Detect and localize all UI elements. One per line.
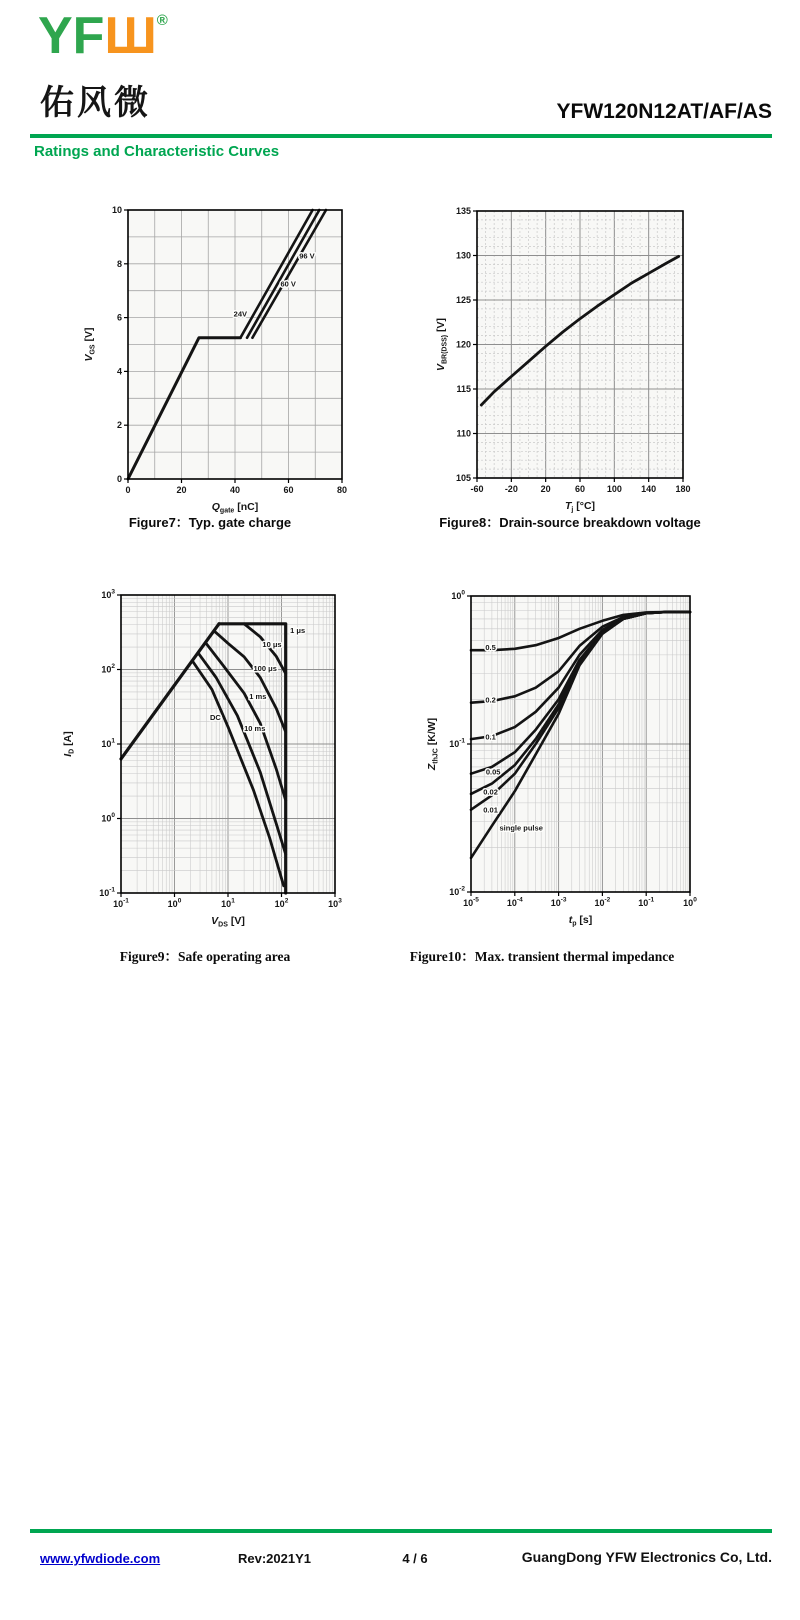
svg-text:102: $10^2$: [274, 897, 289, 909]
svg-text:96 V: 96 V: [299, 251, 315, 261]
footer-divider: [30, 1529, 772, 1533]
company-logo-chinese: 佑风微: [40, 83, 151, 123]
svg-text:10-5: $10^{-5}$: [463, 896, 479, 908]
company-name: GuangDong YFW Electronics Co, Ltd.: [521, 1549, 772, 1565]
svg-text:0: 0: [116, 474, 122, 484]
header-divider: [30, 134, 772, 138]
svg-text:125: 125: [455, 295, 471, 305]
svg-text:80: 80: [336, 485, 348, 495]
logo-w-mark: Ш: [104, 7, 157, 65]
svg-text:100: 100: [606, 484, 622, 494]
section-title: Ratings and Characteristic Curves: [34, 143, 280, 160]
svg-text:60: 60: [283, 485, 294, 495]
svg-text:0: 0: [125, 485, 131, 495]
svg-text:10-2: $10^{-2}$: [449, 885, 465, 897]
svg-text:100 μs: 100 μs: [253, 664, 277, 674]
svg-text:105: 105: [455, 473, 471, 483]
website-link[interactable]: www.yfwdiode.com: [40, 1551, 161, 1566]
svg-text:4: 4: [116, 366, 122, 377]
svg-text:20: 20: [540, 484, 551, 494]
svg-text:VBR(DSS) [V]: $V_{BR(DSS)}$ [V]: [435, 317, 449, 372]
svg-text:0.1: 0.1: [485, 732, 496, 742]
svg-text:103: $10^3$: [101, 588, 115, 600]
svg-text:120: 120: [455, 339, 471, 350]
revision-label: Rev:2021Y1: [238, 1551, 311, 1566]
svg-text:140: 140: [641, 484, 657, 494]
svg-text:60 V: 60 V: [280, 279, 296, 289]
svg-text:100: $10^0$: [451, 589, 465, 601]
thermal-impedance-chart: [405, 580, 705, 942]
svg-text:-20: -20: [504, 484, 518, 494]
svg-text:180: 180: [675, 484, 691, 494]
svg-text:6: 6: [116, 312, 122, 323]
svg-text:101: $10^1$: [101, 737, 115, 749]
svg-text:DC: DC: [209, 712, 221, 722]
svg-text:100: $10^0$: [683, 896, 697, 908]
svg-text:ZthJC [K/W]: $Z_{thJC}$ [K/W]: [426, 717, 440, 771]
svg-text:10-2: $10^{-2}$: [594, 896, 611, 908]
svg-text:102: $10^2$: [101, 663, 115, 675]
figure8-caption: Figure8：Drain-source breakdown voltage: [439, 515, 701, 530]
svg-text:10 ms: 10 ms: [244, 723, 266, 733]
figure7-caption: Figure7：Typ. gate charge: [128, 515, 292, 530]
svg-text:0.01: 0.01: [483, 805, 498, 815]
svg-text:20: 20: [176, 485, 187, 495]
svg-text:10-1: $10^{-1}$: [113, 897, 129, 909]
svg-text:0.05: 0.05: [485, 767, 501, 777]
svg-text:10-3: $10^{-3}$: [550, 896, 567, 908]
svg-text:10-1: $10^{-1}$: [449, 737, 465, 749]
safe-operating-area-chart: [55, 580, 355, 942]
svg-text:ID [A]: $I_D$ [A]: [62, 731, 76, 757]
svg-text:1 μs: 1 μs: [290, 625, 306, 635]
figure9-caption: Figure9：Safe operating area: [119, 949, 291, 964]
svg-text:130: 130: [455, 250, 471, 261]
svg-text:101: $10^1$: [221, 897, 235, 909]
svg-text:single pulse: single pulse: [499, 823, 543, 833]
svg-text:60: 60: [574, 484, 586, 494]
figure10-caption: Figure10：Max. transient thermal impedance: [409, 949, 675, 964]
svg-text:100: $10^0$: [101, 812, 115, 824]
company-logo: [38, 7, 168, 65]
svg-text:tp [s]: $t_p$ [s]: [568, 914, 593, 928]
part-number: YFW120N12AT/AF/AS: [556, 100, 772, 123]
svg-text:10-1: $10^{-1}$: [638, 896, 655, 908]
svg-text:0.02: 0.02: [483, 787, 498, 797]
gate-charge-chart: [60, 195, 360, 515]
svg-text:103: $10^3$: [328, 897, 342, 909]
svg-text:0.2: 0.2: [485, 695, 496, 705]
svg-text:10: 10: [111, 205, 122, 215]
registered-trademark-symbol: ®: [156, 12, 168, 29]
svg-text:VDS [V]: $V_{DS}$ [V]: [211, 915, 245, 929]
svg-text:10-4: $10^{-4}$: [506, 896, 523, 908]
svg-text:24V: 24V: [233, 309, 248, 319]
svg-text:2: 2: [116, 420, 122, 431]
svg-text:VGS [V]: $V_{GS}$ [V]: [83, 327, 97, 362]
svg-text:Qgate [nC]: $Q_{gate}$ [nC]: [211, 501, 259, 515]
svg-text:40: 40: [229, 485, 241, 495]
svg-text:10-1: $10^{-1}$: [99, 886, 115, 898]
svg-text:10 μs: 10 μs: [262, 640, 282, 650]
svg-text:-60: -60: [470, 484, 484, 494]
page-number: 4 / 6: [402, 1551, 428, 1566]
breakdown-voltage-chart: [420, 195, 720, 514]
svg-text:135: 135: [455, 206, 471, 216]
svg-text:Tj [°C]: $T_j$ [°C]: [564, 500, 596, 514]
svg-text:1 ms: 1 ms: [249, 692, 267, 702]
logo-yf-text: YF: [38, 7, 105, 65]
svg-text:8: 8: [116, 258, 122, 269]
svg-text:110: 110: [456, 428, 471, 439]
svg-text:100: $10^0$: [167, 897, 182, 909]
svg-text:115: 115: [456, 384, 471, 394]
svg-text:0.5: 0.5: [485, 643, 496, 653]
